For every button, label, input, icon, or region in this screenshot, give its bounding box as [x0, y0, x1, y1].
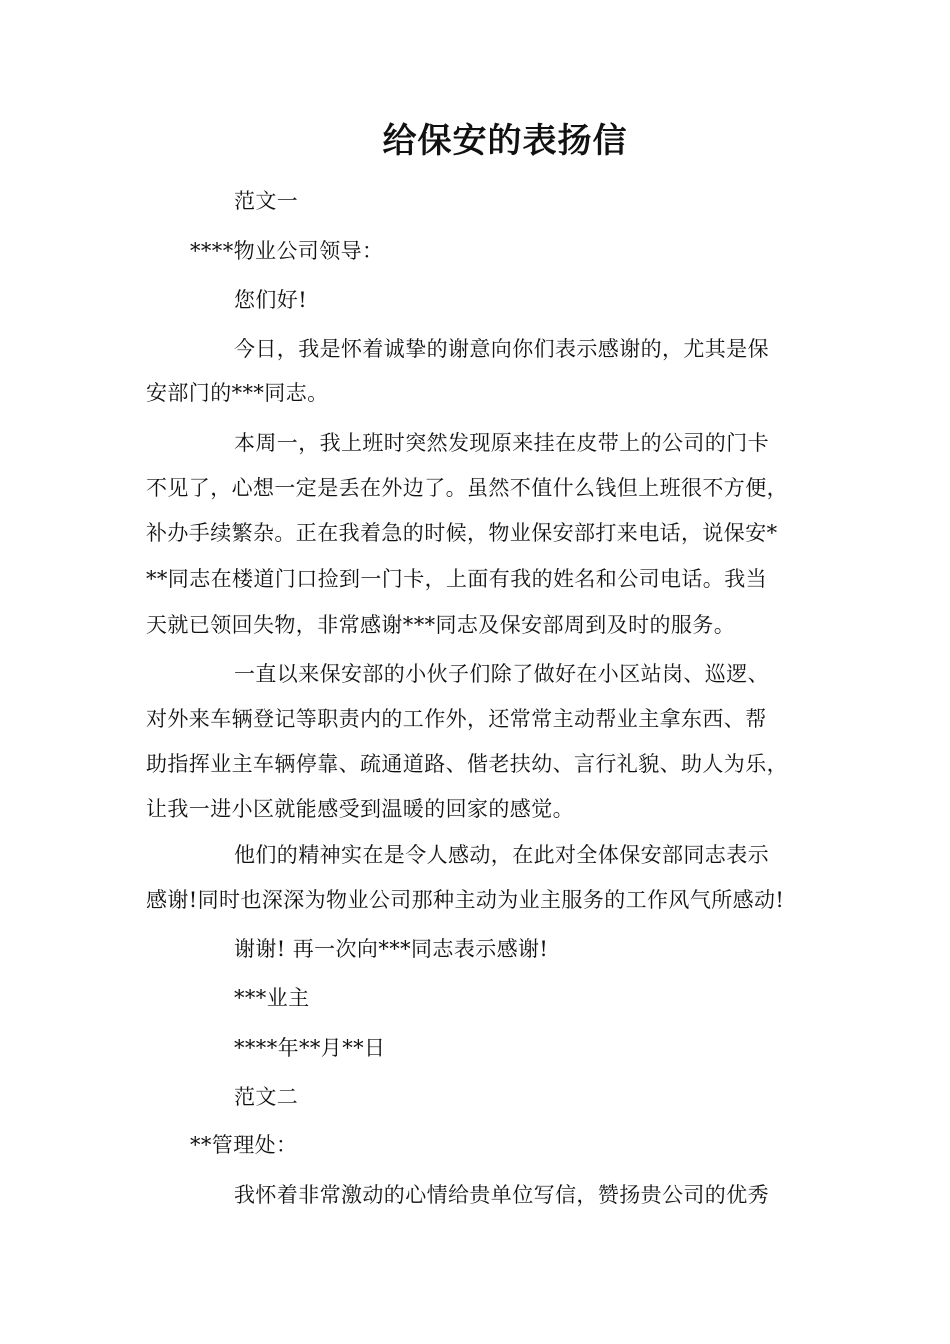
paragraph-line: 助指挥业主车辆停靠、疏通道路、偕老扶幼、言行礼貌、助人为乐， [146, 752, 788, 776]
paragraph-line: 他们的精神实在是令人感动，在此对全体保安部同志表示 [234, 843, 769, 867]
paragraph-line: 不见了，心想一定是丢在外边了。虽然不值什么钱但上班很不方便， [146, 476, 788, 500]
paragraph-line: 让我一进小区就能感受到温暖的回家的感觉。 [146, 797, 574, 821]
paragraph-line: 补办手续繁杂。正在我着急的时候，物业保安部打来电话，说保安* [146, 521, 778, 545]
sample1-salutation: ****物业公司领导： [190, 239, 384, 263]
sample1-closing: 谢谢! 再一次向***同志表示感谢! [234, 937, 549, 961]
paragraph-line: 一直以来保安部的小伙子们除了做好在小区站岗、巡逻、 [234, 662, 769, 686]
paragraph-line: 本周一，我上班时突然发现原来挂在皮带上的公司的门卡 [234, 431, 769, 455]
sample1-signature: ***业主 [234, 986, 310, 1010]
paragraph-line: 安部门的***同志。 [146, 381, 329, 405]
sample1-greeting: 您们好! [234, 288, 308, 312]
paragraph-line: 我怀着非常激动的心情给贵单位写信，赞扬贵公司的优秀 [234, 1183, 769, 1207]
sample1-heading: 范文一 [234, 189, 299, 213]
paragraph-line: 感谢!同时也深深为物业公司那种主动为业主服务的工作风气所感动! [146, 888, 785, 912]
paragraph-line: **同志在楼道门口捡到一门卡，上面有我的姓名和公司电话。我当 [146, 567, 767, 591]
document-title: 给保安的表扬信 [382, 121, 628, 161]
sample1-date: ****年**月**日 [234, 1036, 386, 1060]
paragraph-line: 天就已领回失物，非常感谢***同志及保安部周到及时的服务。 [146, 613, 736, 637]
sample2-heading: 范文二 [234, 1085, 299, 1109]
sample2-salutation: **管理处： [190, 1133, 298, 1157]
paragraph-line: 今日，我是怀着诚挚的谢意向你们表示感谢的，尤其是保 [234, 337, 769, 361]
paragraph-line: 对外来车辆登记等职责内的工作外，还常常主动帮业主拿东西、帮 [146, 707, 767, 731]
